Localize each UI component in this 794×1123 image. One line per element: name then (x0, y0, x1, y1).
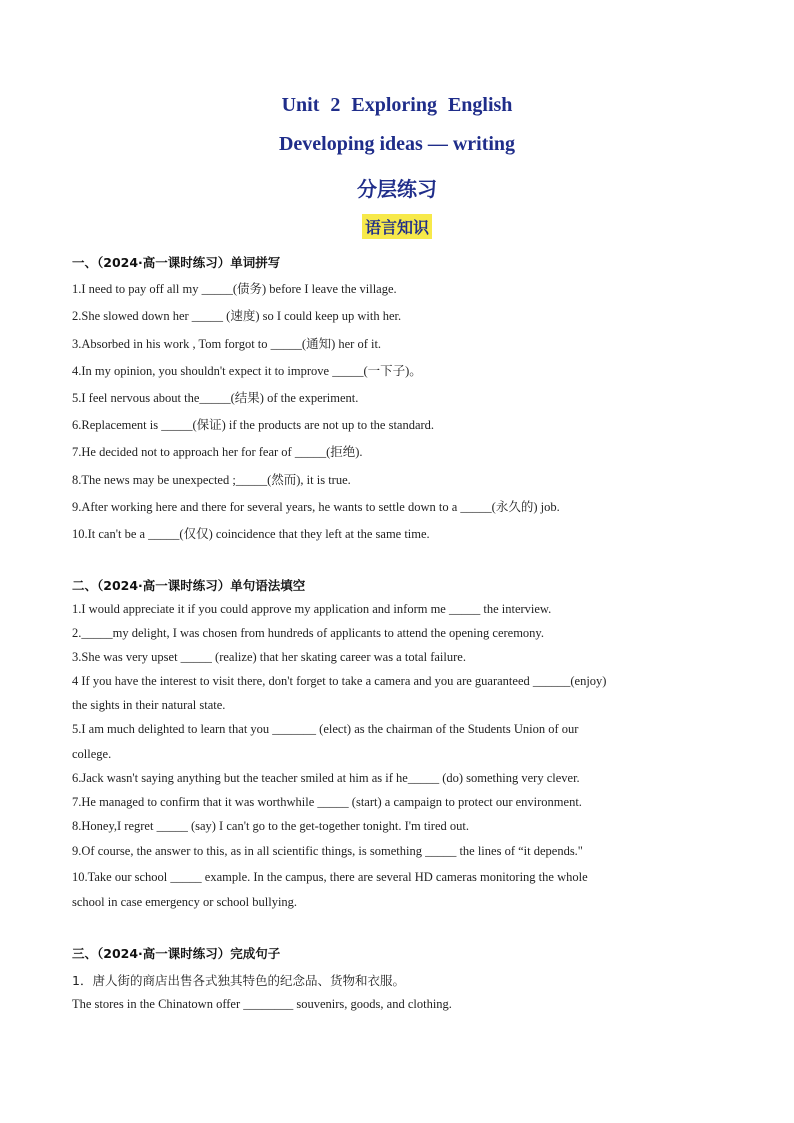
word-item: 6.Replacement is _____(保证) if the products are not up to the standard. (72, 418, 435, 432)
word-item: 7.He decided not to approach her for fear of _____(拒绝). (72, 445, 363, 459)
section2-heading: 二、（2024·高一课时练习）单句语法填空 (72, 578, 306, 593)
grammar-line: the sights in their natural state. (72, 698, 226, 712)
grammar-line: 2._____my delight, I was chosen from hundreds of applicants to attend the opening ceremony. (72, 626, 544, 640)
grammar-line: 1.I would appreciate it if you could approve my application and inform me _____ the interview. (72, 602, 552, 616)
word-item: 1.I need to pay off all my _____(债务) before I leave the village. (72, 282, 397, 296)
word-item: 4.In my opinion, you shouldn't expect it to improve _____(一下子)。 (72, 364, 422, 378)
word-item: 8.The news may be unexpected ;_____(然而), it is true. (72, 473, 351, 487)
word-item: 3.Absorbed in his work , Tom forgot to _____(通知) her of it. (72, 337, 382, 351)
practice-heading: 分层练习 (357, 177, 437, 201)
grammar-line: 5.I am much delighted to learn that you _______ (elect) as the chairman of the Students Union of our (72, 722, 579, 736)
grammar-line: 10.Take our school _____ example. In the campus, there are several HD cameras monitoring the whole (72, 870, 588, 884)
badge-row (0, 214, 794, 239)
word-item: 9.After working here and there for several years, he wants to settle down to a _____(永久的) job. (72, 500, 560, 514)
grammar-line: 9.Of course, the answer to this, as in all scientific things, is something _____ the lines of “it depends." (72, 844, 583, 858)
grammar-line: 6.Jack wasn't saying anything but the teacher smiled at him as if he_____ (do) something very clever. (72, 771, 580, 785)
word-item: 2.She slowed down her _____ (速度) so I could keep up with her. (72, 309, 402, 323)
grammar-line: 7.He managed to confirm that it was worthwhile _____ (start) a campaign to protect our environment. (72, 795, 582, 809)
unit-title: Unit 2 Exploring English (281, 94, 513, 116)
section1-heading: 一、（2024·高一课时练习）单词拼写 (72, 255, 281, 270)
grammar-line: school in case emergency or school bullying. (72, 895, 298, 909)
grammar-line: college. (72, 747, 112, 761)
section3-heading: 三、（2024·高一课时练习）完成句子 (72, 946, 281, 961)
language-knowledge-badge: 语言知识 (362, 214, 432, 239)
lesson-subtitle: Developing ideas — writing (278, 133, 516, 155)
grammar-line: 4 If you have the interest to visit there, don't forget to take a camera and you are guaranteed ______(enjoy) (72, 674, 607, 688)
word-item: 10.It can't be a _____(仅仅) coincidence that they left at the same time. (72, 527, 430, 541)
grammar-line: 3.She was very upset _____ (realize) that her skating career was a total failure. (72, 650, 466, 664)
grammar-line: 8.Honey,I regret _____ (say) I can't go to the get-together tonight. I'm tired out. (72, 819, 469, 833)
sentence-line: The stores in the Chinatown offer ________ souvenirs, goods, and clothing. (72, 997, 452, 1011)
word-item: 5.I feel nervous about the_____(结果) of the experiment. (72, 391, 359, 405)
sentence-prompt: 1．唐人街的商店出售各式独其特色的纪念品、货物和衣服。 (72, 973, 405, 988)
